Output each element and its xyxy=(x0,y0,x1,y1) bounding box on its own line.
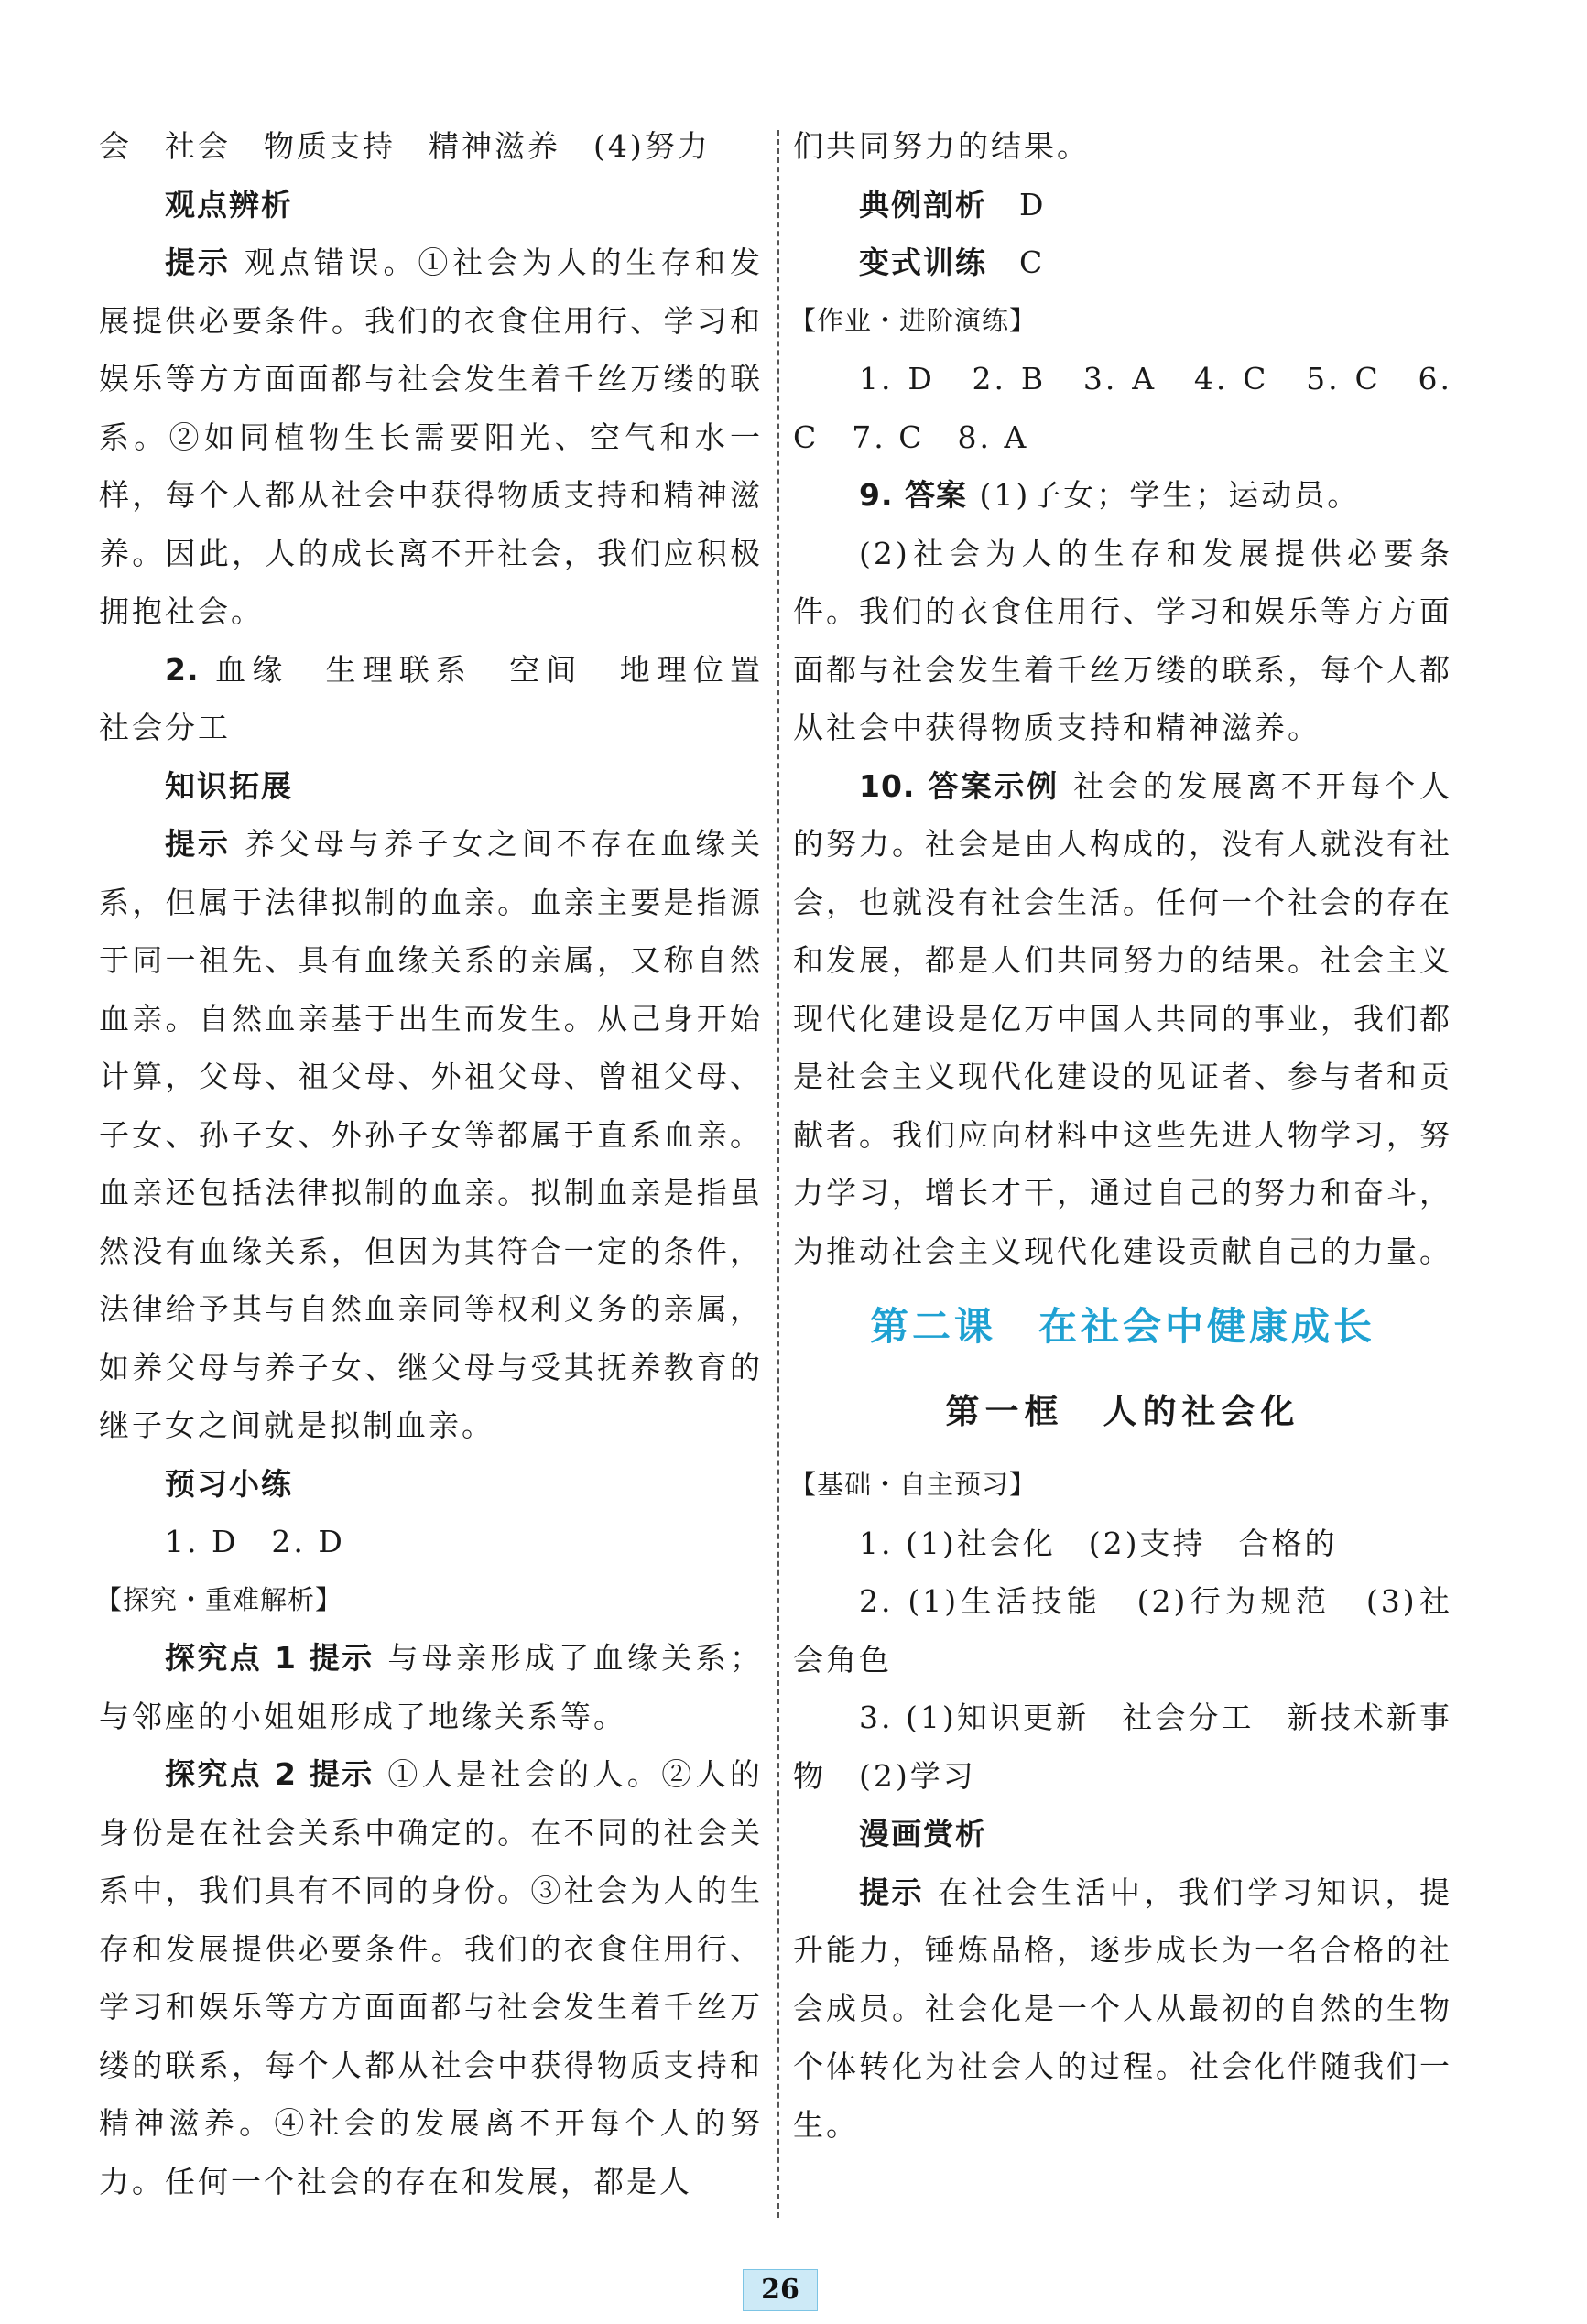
answer-text: C xyxy=(987,244,1045,280)
question-number: 2. xyxy=(165,651,200,688)
hint-label: 提示 xyxy=(859,1873,925,1910)
answer-paragraph: (2)社会为人的生存和发展提供必要条件。我们的衣食住用行、学习和娱乐等方方面面都与社会发生着千丝万缕的联系，每个人都从社会中获得物质支持和精神滋养。 xyxy=(793,535,1452,745)
hint-text: ①人是社会的人。②人的身份是在社会关系中确定的。在不同的社会关系中，我们具有不同的身份。③社会为人的生存和发展提供必要条件。我们的衣食住用行、学习和娱乐等方方面面都与社会发生着千丝万缕的联系，每个人都从社会中获得物质支持和精神滋养。④社会的发展离不开每个人的努力。任何一个社会的存在和发展，都是人 xyxy=(99,1756,763,2199)
answer-line xyxy=(99,641,796,757)
hint-text: 养父母与养子女之间不存在血缘关系，但属于法律拟制的血亲。血亲主要是指源于同一祖先、具有血缘关系的亲属，又称自然血亲。自然血亲基于出生而发生。从己身开始计算，父母、祖父母、外祖父母、曾祖父母、子女、孙子女、外孙子女等都属于直系血亲。血亲还包括法律拟制的血亲。拟制血亲是指虽然没有血缘关系，但因为其符合一定的条件，法律给予其与自然血亲同等权利义务的亲属，如养父母与养子女、继父母与受其抚养教育的继子女之间就是拟制血亲。 xyxy=(99,826,764,1443)
section-header: 【作业・进阶演练】 xyxy=(789,304,1038,336)
subheading-comic-appreciation: 漫画赏析 xyxy=(859,1816,987,1852)
answer-label: 10. 答案示例 xyxy=(859,767,1060,804)
right-column xyxy=(789,117,1452,2154)
answer-text: D xyxy=(987,186,1046,223)
answer-line: 1. D 2. B 3. A 4. C 5. C 6. C 7. C 8. A xyxy=(793,361,1452,455)
lesson-title: 第二课 在社会中健康成长 xyxy=(869,1304,1375,1349)
answer-text: (1)子女；学生；运动员。 xyxy=(967,477,1361,513)
subheading-preview-practice: 预习小练 xyxy=(165,1465,293,1502)
subheading-knowledge-extension: 知识拓展 xyxy=(165,767,293,804)
answer-label: 9. 答案 xyxy=(859,477,967,513)
hint-paragraph xyxy=(99,1629,763,1745)
answer-line: 会 社会 物质支持 精神滋养 (4)努力 xyxy=(99,128,711,164)
example-label: 典例剖析 xyxy=(859,186,987,223)
frame-title: 第一框 人的社会化 xyxy=(945,1392,1300,1431)
variation-label: 变式训练 xyxy=(859,244,987,280)
answer-line: 1. D 2. D xyxy=(165,1524,345,1559)
answer-text: 社会的发展离不开每个人的努力。社会是由人构成的，没有人就没有社会，也就没有社会生活。任何一个社会的存在和发展，都是人们共同努力的结果。社会主义现代化建设是亿万中国人共同的事业，我们都是社会主义现代化建设的见证者、参与者和贡献者。我们应向材料中这些先进人物学习，努力学习，增长才干，通过自己的努力和奋斗，为推动社会主义现代化建设贡献自己的力量。 xyxy=(793,767,1452,1269)
hint-text: 在社会生活中，我们学习知识，提升能力，锤炼品格，逐步成长为一名合格的社会成员。社会化是一个人从最初的自然的生物个体转化为社会人的过程。社会化伴随我们一生。 xyxy=(793,1873,1452,2143)
answer-paragraph xyxy=(793,466,1452,525)
hint-label: 探究点 2 提示 xyxy=(165,1756,375,1792)
page-number: 26 xyxy=(743,2269,818,2311)
hint-paragraph xyxy=(99,1745,763,2210)
continued-text: 们共同努力的结果。 xyxy=(793,128,1090,164)
section-header: 【探究・重难解析】 xyxy=(95,1583,343,1615)
answer-line xyxy=(793,176,1452,234)
answer-text: 血缘 生理联系 空间 地理位置 社会分工 xyxy=(99,651,796,745)
hint-label: 提示 xyxy=(165,826,231,862)
hint-text: 与母亲形成了血缘关系；与邻座的小姐姐形成了地缘关系等。 xyxy=(99,1640,763,1734)
hint-label: 提示 xyxy=(165,244,231,280)
hint-paragraph xyxy=(99,815,763,1455)
hint-text: 观点错误。①社会为人的生存和发展提供必要条件。我们的衣食住用行、学习和娱乐等方方面面都与社会发生着千丝万缕的联系。②如同植物生长需要阳光、空气和水一样，每个人都从社会中获得物质支持和精神滋养。因此，人的成长离不开社会，我们应积极拥抱社会。 xyxy=(99,244,764,629)
left-column xyxy=(95,117,796,2210)
subheading-viewpoint-analysis: 观点辨析 xyxy=(165,186,293,223)
answer-line xyxy=(793,233,1452,292)
hint-paragraph xyxy=(793,1863,1452,2155)
answer-paragraph xyxy=(793,757,1452,1281)
hint-paragraph xyxy=(99,233,763,641)
answer-line: 1. (1)社会化 (2)支持 合格的 xyxy=(859,1525,1338,1561)
section-header: 【基础・自主预习】 xyxy=(789,1469,1038,1500)
answer-line: 3. (1)知识更新 社会分工 新技术新事物 (2)学习 xyxy=(793,1700,1452,1794)
column-divider xyxy=(777,130,779,2218)
answer-line: 2. (1)生活技能 (2)行为规范 (3)社会角色 xyxy=(793,1583,1452,1678)
hint-label: 探究点 1 提示 xyxy=(165,1640,375,1676)
